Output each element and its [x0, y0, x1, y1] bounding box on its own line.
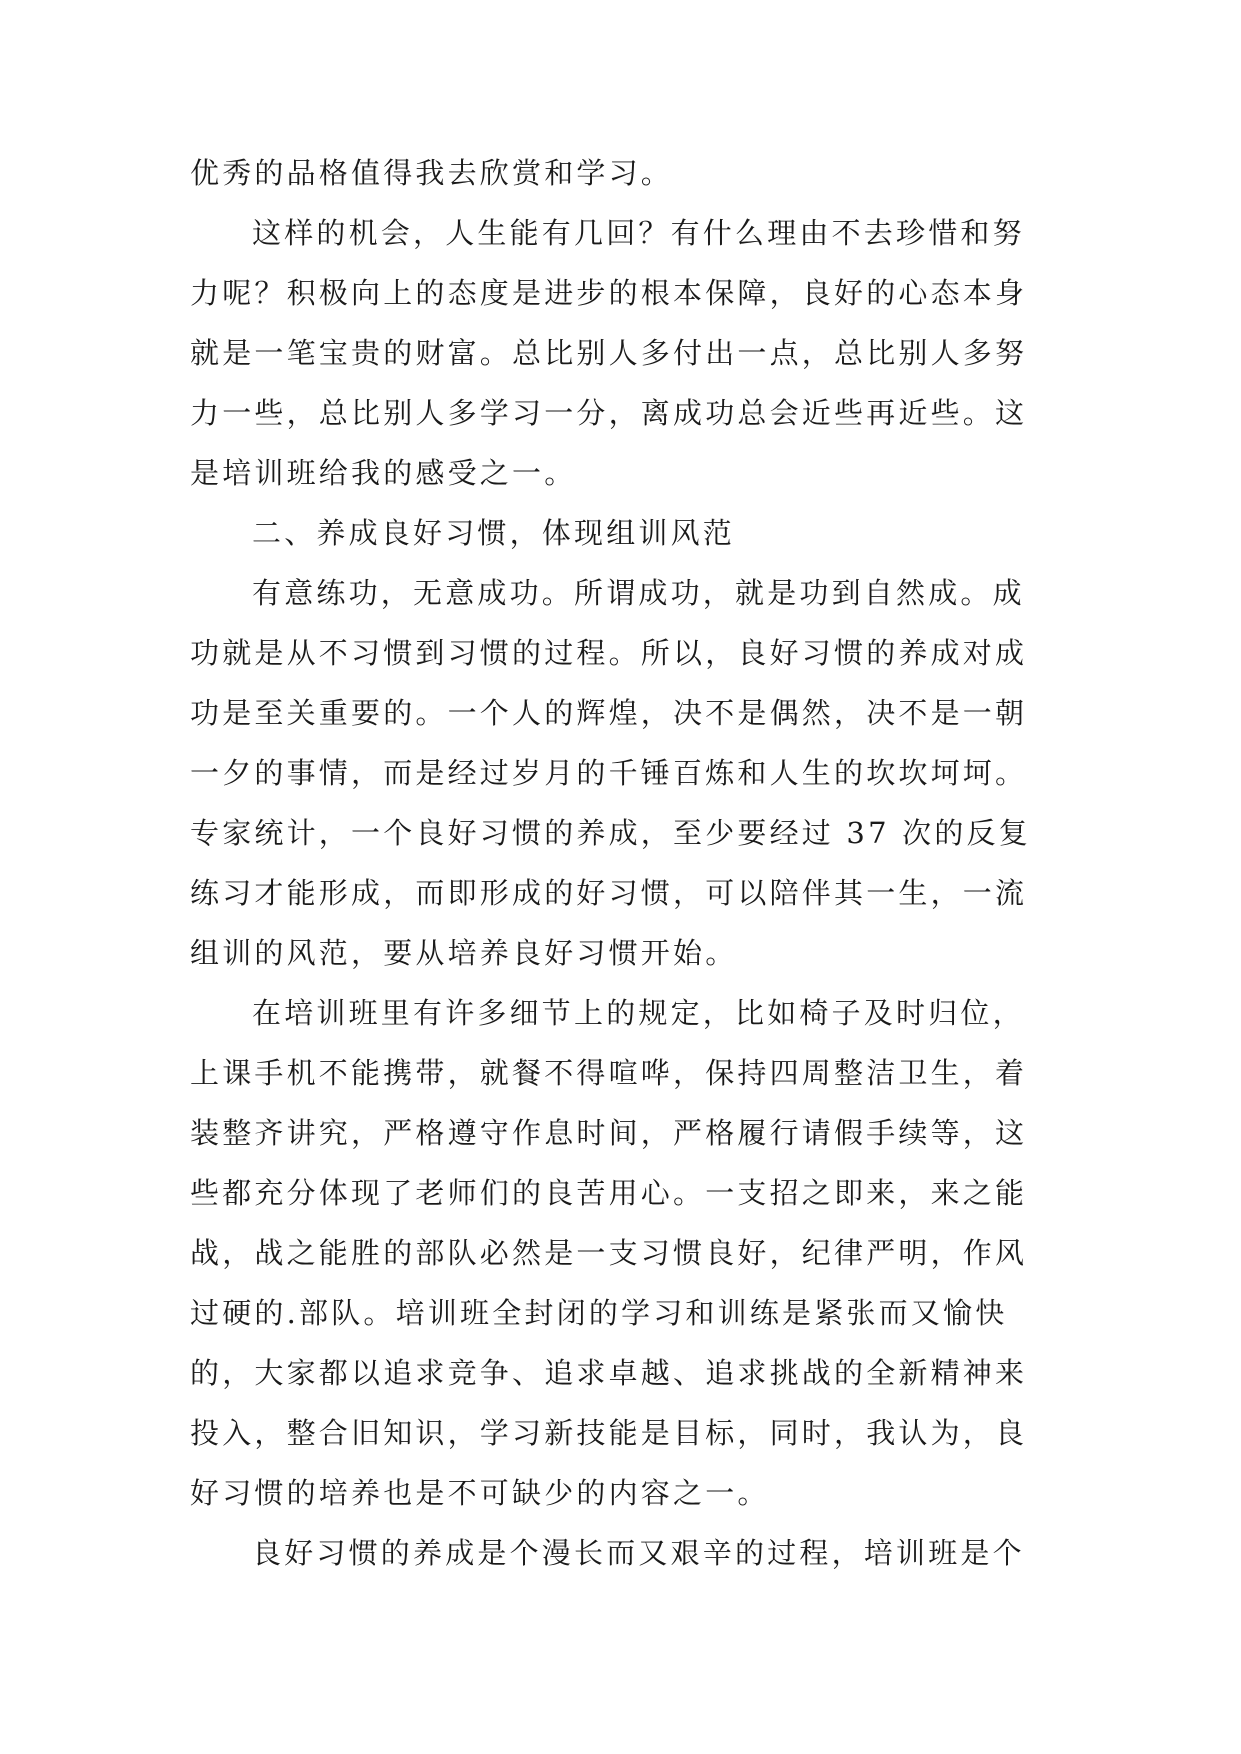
text-line: 这样的机会，人生能有几回？有什么理由不去珍惜和努: [252, 216, 1025, 250]
text-line: 的，大家都以追求竞争、追求卓越、追求挑战的全新精神来: [190, 1356, 1028, 1390]
text-line: 专家统计，一个良好习惯的养成，至少要经过 37 次的反复: [190, 816, 1031, 850]
text-line: 练习才能形成，而即形成的好习惯，可以陪伴其一生，一流: [190, 876, 1028, 910]
text-line: 组训的风范，要从培养良好习惯开始。: [190, 936, 738, 970]
section-heading: 二、养成良好习惯，体现组训风范: [252, 516, 736, 550]
text-line: 功是至关重要的。一个人的辉煌，决不是偶然，决不是一朝: [190, 696, 1028, 730]
text-line: 力呢？积极向上的态度是进步的根本保障，良好的心态本身: [190, 276, 1028, 310]
text-line: 就是一笔宝贵的财富。总比别人多付出一点，总比别人多努: [190, 336, 1028, 370]
text-line: 过硬的.部队。培训班全封闭的学习和训练是紧张而又愉快: [190, 1296, 1008, 1330]
text-line: 好习惯的培养也是不可缺少的内容之一。: [190, 1476, 770, 1510]
text-line: 优秀的品格值得我去欣赏和学习。: [190, 156, 674, 190]
text-line: 战，战之能胜的部队必然是一支习惯良好，纪律严明，作风: [190, 1236, 1028, 1270]
text-line: 力一些，总比别人多学习一分，离成功总会近些再近些。这: [190, 396, 1028, 430]
text-line: 一夕的事情，而是经过岁月的千锤百炼和人生的坎坎坷坷。: [190, 756, 1028, 790]
text-line: 上课手机不能携带，就餐不得喧哗，保持四周整洁卫生，着: [190, 1056, 1028, 1090]
text-line: 在培训班里有许多细节上的规定，比如椅子及时归位，: [252, 996, 1025, 1030]
text-line: 功就是从不习惯到习惯的过程。所以，良好习惯的养成对成: [190, 636, 1028, 670]
text-line: 投入，整合旧知识，学习新技能是目标，同时，我认为，良: [190, 1416, 1028, 1450]
text-line: 些都充分体现了老师们的良苦用心。一支招之即来，来之能: [190, 1176, 1028, 1210]
text-line: 是培训班给我的感受之一。: [190, 456, 577, 490]
text-line: 良好习惯的养成是个漫长而又艰辛的过程，培训班是个: [252, 1536, 1025, 1570]
text-line: 装整齐讲究，严格遵守作息时间，严格履行请假手续等，这: [190, 1116, 1028, 1150]
text-line: 有意练功，无意成功。所谓成功，就是功到自然成。成: [252, 576, 1025, 610]
